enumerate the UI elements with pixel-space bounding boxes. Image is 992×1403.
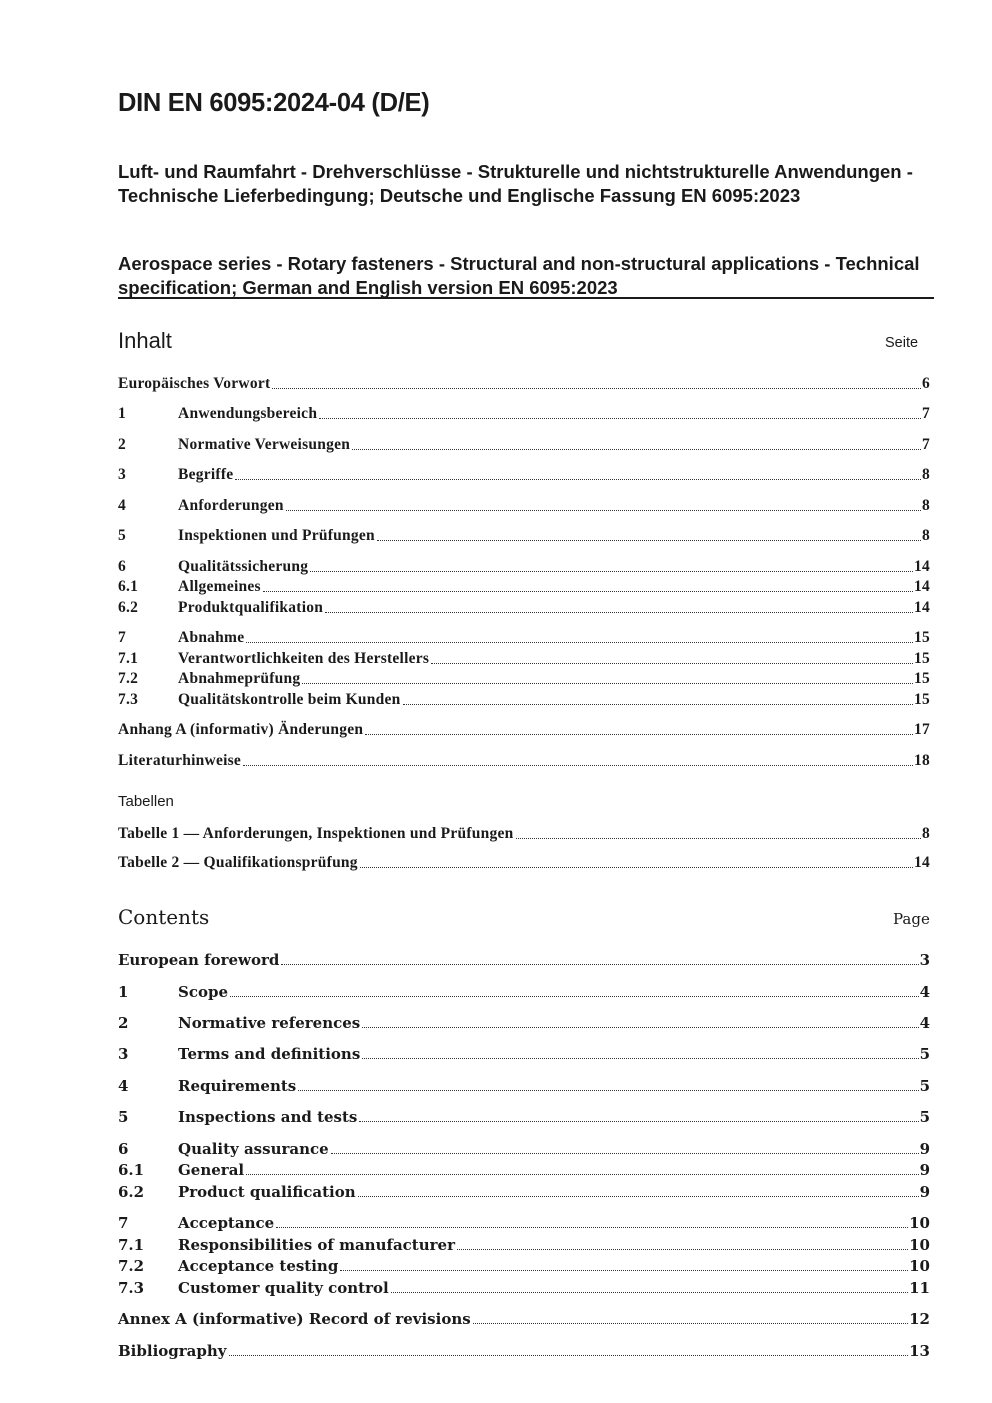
toc-entry-page: 5	[919, 1045, 930, 1063]
toc-table-entry[interactable]	[118, 823, 930, 843]
toc-entry[interactable]	[118, 949, 930, 969]
tables-heading-de: Tabellen	[118, 793, 174, 810]
toc-leader	[359, 1120, 918, 1122]
toc-entry-number: 6.2	[118, 599, 139, 616]
toc-leader	[229, 1354, 909, 1356]
toc-leader	[403, 703, 913, 705]
toc-leader	[263, 590, 913, 592]
toc-leader	[331, 1152, 919, 1154]
toc-entry[interactable]	[118, 1181, 930, 1201]
toc-page-label-de: Seite	[885, 335, 919, 351]
toc-entry[interactable]	[118, 1277, 930, 1297]
toc-entry-page: 13	[909, 1342, 930, 1360]
toc-leader	[362, 1057, 918, 1059]
toc-entry-page: 9	[919, 1140, 930, 1158]
toc-page-label-en: Page	[893, 910, 930, 928]
toc-entry[interactable]	[118, 750, 930, 770]
toc-entry-title: Customer quality control	[178, 1279, 389, 1297]
toc-entry[interactable]	[118, 1308, 930, 1328]
toc-entry-number: 2	[118, 1014, 129, 1032]
toc-leader	[230, 995, 919, 997]
toc-heading-en: Contents	[118, 905, 210, 929]
toc-entry[interactable]	[118, 981, 930, 1001]
toc-entry[interactable]	[118, 1012, 930, 1032]
toc-leader	[358, 1195, 919, 1197]
toc-entry-title: Scope	[178, 983, 229, 1001]
toc-leader	[319, 417, 921, 419]
toc-entry[interactable]	[118, 464, 930, 484]
toc-entry[interactable]	[118, 1340, 930, 1360]
toc-leader	[235, 478, 921, 480]
toc-entry-number: 6	[118, 1140, 129, 1158]
toc-leader	[246, 641, 913, 643]
toc-entry[interactable]	[118, 525, 930, 545]
toc-leader	[352, 448, 921, 450]
toc-leader	[272, 387, 921, 389]
toc-entry[interactable]	[118, 1234, 930, 1254]
toc-entry-page: 4	[919, 1014, 930, 1032]
toc-entry-page: 17	[914, 721, 930, 738]
toc-leader	[325, 611, 913, 613]
toc-entry-title: Allgemeines	[178, 578, 261, 595]
toc-entry-title: Normative Verweisungen	[178, 436, 351, 453]
toc-entry-number: 4	[118, 497, 126, 514]
toc-entry-title: Bibliography	[118, 1342, 227, 1360]
toc-entry-number: 6.2	[118, 1183, 145, 1201]
toc-entry-title: Tabelle 1 — Anforderungen, Inspektionen und Prüfungen	[118, 825, 514, 842]
toc-entry-title: Terms and definitions	[178, 1045, 361, 1063]
toc-entry-page: 15	[914, 629, 930, 646]
toc-entry-number: 1	[118, 405, 126, 422]
title-english: Aerospace series - Rotary fasteners - Structural and non-structural applications - Technical specification; German and English version EN 6095:2023	[118, 253, 920, 298]
toc-entry-number: 7.3	[118, 1279, 145, 1297]
toc-entry[interactable]	[118, 1255, 930, 1275]
toc-entry-title: Produktqualifikation	[178, 599, 324, 616]
toc-leader	[365, 733, 913, 735]
toc-entry-page: 15	[914, 691, 930, 708]
toc-leader	[516, 837, 921, 839]
toc-entry-page: 10	[909, 1257, 930, 1275]
toc-entry[interactable]	[118, 1212, 930, 1232]
toc-entry-page: 8	[922, 466, 930, 483]
toc-entry-page: 15	[914, 650, 930, 667]
toc-entry[interactable]	[118, 1043, 930, 1063]
toc-entry-page: 3	[919, 951, 930, 969]
toc-entry-title: Acceptance	[178, 1214, 275, 1232]
toc-entry-number: 1	[118, 983, 129, 1001]
toc-leader	[281, 963, 918, 965]
toc-entry-page: 10	[909, 1214, 930, 1232]
toc-leader	[276, 1226, 908, 1228]
toc-leader	[391, 1291, 908, 1293]
toc-entry-page: 8	[922, 497, 930, 514]
toc-entry-title: Anhang A (informativ) Änderungen	[118, 721, 364, 738]
toc-entry-page: 5	[919, 1077, 930, 1095]
toc-entry-title: Literaturhinweise	[118, 752, 242, 769]
toc-leader	[362, 1026, 918, 1028]
toc-entry-number: 5	[118, 527, 126, 544]
toc-entry-title: Responsibilities of manufacturer	[178, 1236, 455, 1254]
toc-entry-number: 6.1	[118, 578, 139, 595]
toc-entry[interactable]	[118, 495, 930, 515]
toc-entry-number: 2	[118, 436, 126, 453]
title-rule	[118, 297, 934, 299]
toc-entry[interactable]	[118, 719, 930, 739]
toc-entry-number: 6.1	[118, 1161, 145, 1179]
toc-entry[interactable]	[118, 1138, 930, 1158]
toc-entry-title: Qualitätssicherung	[178, 558, 309, 575]
toc-leader	[286, 509, 921, 511]
document-id: DIN EN 6095:2024-04 (D/E)	[118, 89, 430, 117]
toc-entry-title: Verantwortlichkeiten des Herstellers	[178, 650, 430, 667]
toc-entry-title: Anforderungen	[178, 497, 284, 514]
toc-entry-title: Abnahmeprüfung	[178, 670, 301, 687]
toc-entry-title: Inspections and tests	[178, 1108, 358, 1126]
toc-entry-page: 15	[914, 670, 930, 687]
toc-entry[interactable]	[118, 403, 930, 423]
toc-entry-page: 8	[922, 825, 930, 842]
toc-leader	[243, 764, 913, 766]
toc-entry-page: 9	[919, 1183, 930, 1201]
toc-entry-number: 7.2	[118, 1257, 145, 1275]
toc-entry-number: 4	[118, 1077, 129, 1095]
toc-entry[interactable]	[118, 597, 930, 617]
toc-entry-page: 6	[922, 375, 930, 392]
toc-entry-number: 3	[118, 1045, 129, 1063]
toc-entry-title: Qualitätskontrolle beim Kunden	[178, 691, 401, 708]
toc-leader	[377, 539, 921, 541]
toc-entry-number: 7.3	[118, 691, 139, 708]
toc-leader	[360, 866, 913, 868]
toc-entry-number: 3	[118, 466, 126, 483]
toc-entry[interactable]	[118, 668, 930, 688]
toc-entry-title: Normative references	[178, 1014, 361, 1032]
toc-leader	[457, 1248, 908, 1250]
toc-entry-title: Anwendungsbereich	[178, 405, 318, 422]
toc-entry-page: 14	[914, 599, 930, 616]
toc-entry-page: 8	[922, 527, 930, 544]
toc-entry-title: European foreword	[118, 951, 280, 969]
toc-entry-title: Europäisches Vorwort	[118, 375, 271, 392]
toc-entry[interactable]	[118, 434, 930, 454]
toc-entry[interactable]	[118, 627, 930, 647]
toc-entry[interactable]	[118, 556, 930, 576]
toc-leader	[431, 662, 913, 664]
toc-entry-title: Abnahme	[178, 629, 245, 646]
toc-entry-number: 7.1	[118, 650, 139, 667]
toc-entry-page: 7	[922, 436, 930, 453]
title-german: Luft- und Raumfahrt - Drehverschlüsse - Strukturelle und nichtstrukturelle Anwendungen - Technische Lieferbedingung; Deutsche und Englische Fassung EN 6095:2023	[118, 161, 913, 206]
toc-entry-title: Tabelle 2 — Qualifikationsprüfung	[118, 854, 358, 871]
toc-entry-title: Requirements	[178, 1077, 297, 1095]
toc-leader	[298, 1089, 918, 1091]
toc-entry-title: Begriffe	[178, 466, 234, 483]
toc-entry[interactable]	[118, 1159, 930, 1179]
toc-entry-title: Annex A (informative) Record of revisions	[118, 1310, 471, 1328]
toc-entry-title: Quality assurance	[178, 1140, 329, 1158]
toc-entry-page: 12	[909, 1310, 930, 1328]
toc-entry[interactable]	[118, 1075, 930, 1095]
toc-entry-number: 5	[118, 1108, 129, 1126]
toc-entry-number: 7.1	[118, 1236, 145, 1254]
toc-entry-title: Inspektionen und Prüfungen	[178, 527, 375, 544]
toc-entry-page: 7	[922, 405, 930, 422]
toc-heading-de: Inhalt	[118, 328, 172, 353]
toc-entry-page: 5	[919, 1108, 930, 1126]
toc-entry-title: Product qualification	[178, 1183, 356, 1201]
toc-entry-title: General	[178, 1161, 245, 1179]
toc-entry-number: 7	[118, 1214, 129, 1232]
toc-entry[interactable]	[118, 373, 930, 393]
toc-entry-page: 14	[914, 558, 930, 575]
toc-entry-number: 7.2	[118, 670, 139, 687]
toc-leader	[340, 1269, 908, 1271]
toc-entry-page: 14	[914, 854, 930, 871]
toc-leader	[302, 682, 913, 684]
toc-entry-page: 11	[909, 1279, 930, 1297]
toc-entry[interactable]	[118, 689, 930, 709]
toc-table-entry[interactable]	[118, 852, 930, 872]
toc-entry-number: 6	[118, 558, 126, 575]
toc-entry[interactable]	[118, 648, 930, 668]
toc-entry-page: 18	[914, 752, 930, 769]
toc-entry[interactable]	[118, 1106, 930, 1126]
toc-entry-number: 7	[118, 629, 126, 646]
toc-entry-page: 10	[909, 1236, 930, 1254]
toc-entry-page: 14	[914, 578, 930, 595]
toc-leader	[246, 1173, 918, 1175]
toc-entry[interactable]	[118, 576, 930, 596]
toc-entry-page: 4	[919, 983, 930, 1001]
toc-leader	[473, 1322, 908, 1324]
toc-entry-title: Acceptance testing	[178, 1257, 339, 1275]
toc-leader	[310, 570, 913, 572]
toc-entry-page: 9	[919, 1161, 930, 1179]
